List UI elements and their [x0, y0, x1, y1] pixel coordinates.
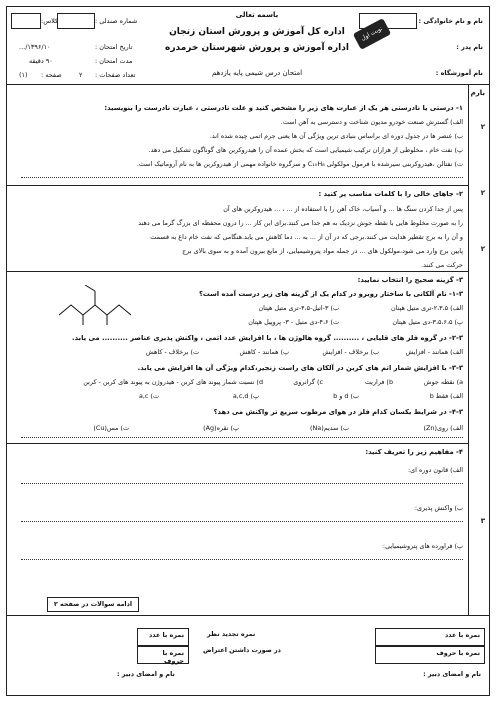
review-words-box[interactable]	[137, 646, 189, 664]
exam-stamp: نوبت اول	[353, 18, 391, 50]
q2-title: ۲- جاهای خالی را با کلمات مناسب پر کنید :	[318, 190, 463, 198]
q2-line-4: پایین برج وارد می شود،مولکول های ... در جمله مواد پتروشیمیایی، از مایع بیرون آمده و به سوی بالای برج	[182, 247, 463, 255]
score-words-box[interactable]	[375, 646, 485, 664]
q3-1-title: ۱-۳- نام آلکانی با ساختار روبرو در کدام یک از گزینه های زیر درست آمده است؟	[198, 290, 463, 298]
score-q4: ۳	[480, 517, 485, 525]
page-value: (۱)	[19, 71, 28, 79]
answer-line	[21, 559, 463, 560]
score-q2: ۲	[480, 189, 485, 197]
answer-line	[21, 437, 463, 438]
q3-title: ۳- گزینه صحیح را انتخاب نمایید:	[357, 276, 463, 284]
q2-line-2: را به صورت مخلوط هایی با نقطه جوش نزدیک به هم جدا می کنند.برای این کار ... را درون محفظه ای بزرگ گرما می دهند	[138, 219, 463, 227]
pages-label: تعداد صفحات :	[95, 71, 136, 79]
q1-title: ۱- درستی یا نادرستی هر یک از عبارت های زیر را مشخص کنید و علت نادرستی ، عبارت نادرست را بنویسید:	[104, 104, 463, 112]
q2-line-1: پس از جدا کردن سنگ ها ... و آسیاب، خاک آهن را با استفاده از ... ، ... هیدروکربن های آن	[223, 205, 463, 213]
date-label: تاریخ امتحان :	[95, 43, 133, 51]
score-column	[468, 85, 489, 615]
father-name-label: نام پدر :	[456, 43, 483, 51]
q3-3-item-a: a) نقطه جوش	[423, 378, 463, 386]
q3-1-opt-b[interactable]: ب) ۳-اتیل-۴،۵-تری متیل هپتان	[258, 304, 339, 312]
q3-1-opt-a[interactable]: الف) ۲،۳،۵-تری متیل هپتان	[391, 304, 463, 312]
q4-c: پ) فراورده های پتروشیمیایی:	[382, 542, 463, 550]
q3-3-item-b: b) فراریت	[364, 378, 393, 386]
q3-3-opt-d[interactable]: ت) a,c	[138, 392, 159, 400]
score-digits-label: نمره با عدد	[444, 631, 480, 639]
seat-field[interactable]	[57, 13, 95, 29]
class-label: کلاس:	[41, 17, 59, 25]
answer-line	[21, 177, 463, 178]
q3-3-opt-b[interactable]: ب) d و b	[333, 392, 359, 400]
q3-1-opt-c[interactable]: پ) ۳،۵،۶،۵-دی متیل هپتان	[392, 318, 463, 326]
q3-4-opt-b[interactable]: ب) سدیم(Na)	[310, 424, 349, 432]
questions-area	[7, 85, 489, 615]
q3-2-title: ۲-۳- در گروه فلز های قلیایی ، .......... گروه هالوژن ها ، با افزایش عدد اتمی ، واکنش پذیری عناصر .......... می یابد.	[72, 334, 463, 342]
score-q1: ۲	[480, 123, 485, 131]
review-subtitle: در صورت داشتن اعتراض	[203, 646, 281, 654]
teacher-signature-left: نام و امضای دبیر :	[117, 670, 175, 678]
q1-a: الف) گسترش صنعت خودرو مدیون شناخت و دسترسی به آهن است.	[280, 118, 463, 126]
continued-note: ادامه سوالات در صفحه ۲	[47, 597, 139, 612]
q2-line-5: حرکت می کنند.	[421, 261, 463, 269]
exam-page	[6, 6, 490, 696]
class-field[interactable]	[11, 13, 41, 29]
seat-label: شماره صندلی :	[95, 17, 138, 25]
name-label: نام و نام خانوادگی :	[418, 17, 483, 25]
school-label: نام آموزشگاه :	[435, 69, 483, 77]
q3-4-opt-c[interactable]: پ) نقره(Ag)	[203, 424, 239, 432]
q3-4-title: ۴-۳- در شرایط یکسان کدام فلز در هوای مرطوب سریع تر واکنش می دهد؟	[213, 408, 463, 416]
duration-value: ۹۰ دقیقه	[29, 57, 53, 65]
q3-4-opt-a[interactable]: الف) روی(Zn)	[423, 424, 463, 432]
review-words-label: نمره با حروف	[162, 649, 184, 665]
teacher-signature-right: نام و امضای دبیر :	[423, 670, 481, 678]
review-digits-box[interactable]	[137, 628, 189, 646]
score-header: بارم	[470, 89, 485, 97]
q3-1-opt-d[interactable]: ت) ۴،۶-دی متیل - ۳- پروپیل هپتان	[248, 318, 339, 326]
review-digits-label: نمره با عدد	[148, 631, 184, 639]
score-q3: ۲	[480, 245, 485, 253]
basmala: باسمه تعالی	[235, 11, 279, 19]
org-line-1: اداره کل آموزش و پرورش استان زنجان	[169, 27, 345, 37]
q3-3-opt-a[interactable]: الف) فقط b	[429, 392, 463, 400]
divider	[7, 185, 469, 186]
alkane-structure-diagram	[55, 285, 135, 325]
q3-2-opt-c[interactable]: پ) همانند - کاهش	[239, 348, 289, 356]
q4-a: الف) قانون دوره ای:	[408, 466, 463, 474]
q3-3-item-d: d) نسبت شمار پیوند های کربن - هیدروژن به پیوند های کربن - کربن	[83, 378, 263, 386]
org-line-2: اداره آموزش و پرورش شهرستان خرمدره	[165, 43, 349, 53]
grading-footer	[7, 615, 489, 698]
q1-d: ت) نفتالن ،هیدروکربنی سیرشده با فرمول مولکولی C₁₀H₈ و سرگروه خانواده مهمی از هیدروکربن ها به نام آروماتیک است.	[136, 160, 463, 168]
q3-4-opt-d[interactable]: ت) مس(Cu)	[93, 424, 129, 432]
q3-3-item-c: c) گرانروی	[293, 378, 323, 386]
q3-2-opt-d[interactable]: ت) برخلاف - کاهش	[145, 348, 199, 356]
q2-line-3: و آن را به برج تقطیر هدایت می کنند.برجی که در آن از ... به ... دما کاهش می یابد.هنگامی که نفت خام داغ به قسمت	[150, 233, 463, 241]
date-value: ۱۳۹۶/۱۰/...	[19, 43, 51, 51]
duration-label: مدت امتحان :	[95, 57, 133, 65]
answer-line	[21, 483, 463, 484]
divider	[7, 271, 469, 272]
q4-title: ۴- مفاهیم زیر را تعریف کنید:	[365, 448, 463, 456]
q3-3-title: ۳-۳- با افزایش شمار اتم های کربن در آلکان های راست زنجیر،کدام ویژگی آن ها افزایش می یابد.	[137, 364, 463, 372]
divider	[7, 443, 469, 444]
exam-header	[7, 7, 489, 85]
score-digits-box[interactable]	[375, 628, 485, 646]
q3-3-opt-c[interactable]: پ) a,c,d	[232, 392, 259, 400]
q3-2-opt-b[interactable]: ب) برخلاف - افزایش	[322, 348, 379, 356]
score-words-label: نمره با حروف	[436, 649, 480, 657]
subject-line: امتحان درس شیمی پایه یازدهم	[211, 69, 303, 77]
answer-line	[21, 521, 463, 522]
page-label: صفحه :	[41, 71, 62, 79]
name-field[interactable]	[359, 13, 417, 29]
pages-value: ۲	[79, 71, 83, 79]
q1-c: پ) نفت خام ، مخلوطی از هزاران ترکیب شیمیایی است که بخش عمده آن را هیدروکربن های گوناگون تشکیل می دهد.	[148, 146, 463, 154]
q4-b: ب) واکنش پذیری:	[414, 504, 463, 512]
q3-2-opt-a[interactable]: الف) همانند - افزایش	[405, 348, 463, 356]
q1-b: ب) عنصر ها در جدول دوره ای براساس بنیادی ترین ویژگی آن ها یعنی جرم اتمی چیده شده اند.	[209, 132, 463, 140]
review-title: نمره تجدید نظر	[207, 630, 256, 638]
